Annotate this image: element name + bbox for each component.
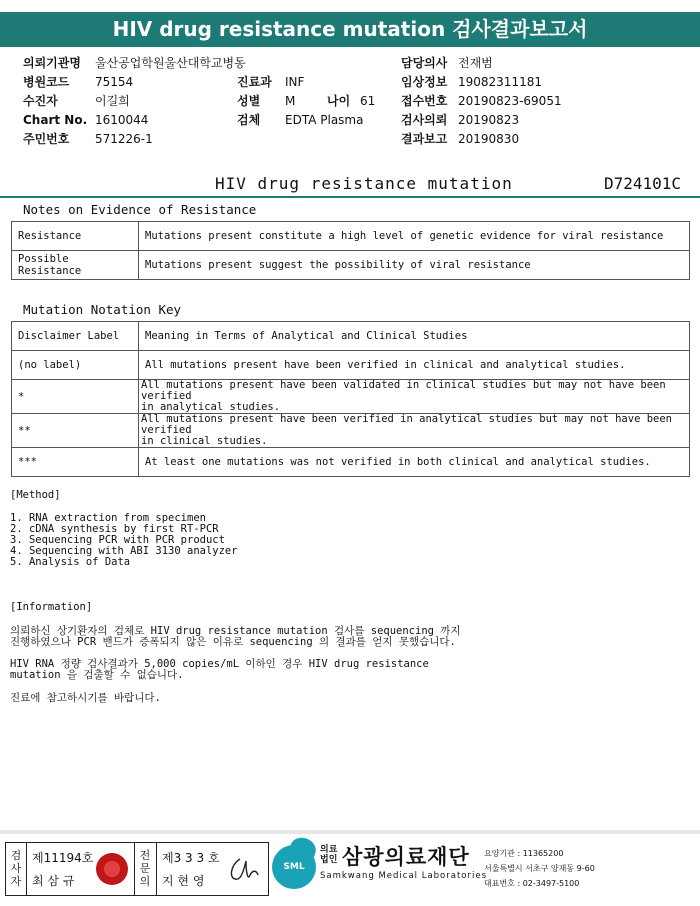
notation-text: At least one mutations was not verified in both clinical and analytical studies. <box>139 448 690 477</box>
report-date-value: 20190830 <box>458 132 520 146</box>
method-step: 5. Analysis of Data <box>10 556 131 568</box>
doctor-value: 전재범 <box>458 56 493 70</box>
report-heading <box>0 168 700 198</box>
org-phone: 대표번호 : 02-3497-5100 <box>484 879 580 888</box>
table-row <box>12 448 690 477</box>
specialist-name: 지 현 영 <box>162 874 205 888</box>
resident-no-value: 571226-1 <box>95 132 153 146</box>
specialist-cell <box>156 843 268 895</box>
org-contact <box>484 846 595 891</box>
table-row <box>12 222 690 251</box>
specialist-number: 제3 3 3 호 <box>162 851 220 865</box>
report-date-label: 결과보고 <box>401 132 448 146</box>
information-paragraph: 진료에 참고하시기를 바랍니다. <box>10 692 161 704</box>
signature-icon <box>226 855 262 885</box>
header-middle <box>237 73 375 130</box>
sml-logo-icon: SML <box>272 845 316 889</box>
table-row <box>12 414 690 448</box>
evidence-label: Possible Resistance <box>12 251 139 280</box>
specialist-label: 전문의 <box>134 843 157 895</box>
table-row <box>12 322 690 351</box>
signature-box <box>5 842 269 896</box>
notation-label: ** <box>12 414 139 448</box>
sex-value: M <box>285 94 296 108</box>
request-date-label: 검사의뢰 <box>401 113 448 127</box>
receipt-no-label: 접수번호 <box>401 94 448 108</box>
department-value: INF <box>285 75 305 89</box>
notation-text: All mutations present have been verified in clinical and analytical studies. <box>139 351 690 380</box>
chart-no-value: 1610044 <box>95 113 149 127</box>
evidence-title: Notes on Evidence of Resistance <box>23 202 257 217</box>
notation-label: (no label) <box>12 351 139 380</box>
clinical-info-label: 임상정보 <box>401 75 448 89</box>
notation-text: All mutations present have been verified in analytical studies but may not have been verified in clinical studies. <box>139 414 690 448</box>
evidence-text: Mutations present suggest the possibility of viral resistance <box>139 251 690 280</box>
patient-label: 수진자 <box>23 94 58 108</box>
notation-title: Mutation Notation Key <box>23 302 182 317</box>
notation-text: Meaning in Terms of Analytical and Clinical Studies <box>139 322 690 351</box>
hospital-value: 울산공업학원울산대학교병동 <box>95 56 246 70</box>
receipt-no-value: 20190823-69051 <box>458 94 562 108</box>
information-paragraph: HIV RNA 정량 검사결과가 5,000 copies/mL 이하인 경우 HIV drug resistance mutation 을 검출할 수 없습니다. <box>10 658 429 681</box>
header-left <box>23 54 246 149</box>
method-step: 4. Sequencing with ABI 3130 analyzer <box>10 545 238 557</box>
inspector-name: 최 삼 규 <box>32 874 75 888</box>
org-name: 삼광의료재단 <box>342 845 470 869</box>
resident-no-label: 주민번호 <box>23 132 70 146</box>
doctor-label: 담당의사 <box>401 56 448 70</box>
hospital-code-label: 병원코드 <box>23 75 70 89</box>
method-title: [Method] <box>10 489 61 501</box>
request-date-value: 20190823 <box>458 113 520 127</box>
method-list <box>10 513 238 568</box>
age-value: 61 <box>360 94 376 108</box>
information-paragraph: 의뢰하신 상기환자의 검체로 HIV drug resistance mutation 검사를 sequencing 까지 진행하였으나 PCR 밴드가 증폭되지 않은 이유로 sequencing 의 결과를 얻지 못했습니다. <box>10 625 461 648</box>
notation-text: All mutations present have been validated in clinical studies but may not have been verified in analytical studies. <box>139 380 690 414</box>
hospital-code-value: 75154 <box>95 75 134 89</box>
hospital-label: 의뢰기관명 <box>23 56 81 70</box>
org-code: 요양기관 : 11365200 <box>484 849 564 858</box>
inspector-cell <box>26 843 135 895</box>
notation-label: *** <box>12 448 139 477</box>
org-address: 서울특별시 서초구 양재동 9-60 <box>484 864 595 873</box>
department-label: 진료과 <box>237 75 272 89</box>
chart-no-label: Chart No. <box>23 113 88 127</box>
report-code: D724101C <box>604 174 682 193</box>
notation-label: Disclaimer Label <box>12 322 139 351</box>
sex-label: 성별 <box>237 94 261 108</box>
inspector-number: 제11194호 <box>32 851 94 865</box>
org-type: 의료 법인 <box>320 845 338 865</box>
evidence-table <box>11 221 690 280</box>
notation-table <box>11 321 690 477</box>
specimen-label: 검체 <box>237 113 261 127</box>
report-name: HIV drug resistance mutation <box>215 174 513 193</box>
org-english-name: Samkwang Medical Laboratories <box>320 871 488 881</box>
table-row <box>12 380 690 414</box>
evidence-text: Mutations present constitute a high level of genetic evidence for viral resistance <box>139 222 690 251</box>
header-right <box>401 54 562 149</box>
inspector-label: 검사자 <box>6 843 27 895</box>
clinical-info-value: 19082311181 <box>458 75 542 89</box>
information-title: [Information] <box>10 601 93 613</box>
report-title-bar: HIV drug resistance mutation 검사결과보고서 <box>0 12 700 47</box>
table-row <box>12 251 690 280</box>
inspector-seal-icon <box>96 853 128 885</box>
age-label: 나이 <box>327 94 351 108</box>
footer-divider <box>0 830 700 834</box>
patient-value: 이길희 <box>95 94 130 108</box>
method-step: 2. cDNA synthesis by first RT-PCR <box>10 523 219 535</box>
table-row <box>12 351 690 380</box>
specimen-value: EDTA Plasma <box>285 113 364 127</box>
method-step: 1. RNA extraction from specimen <box>10 512 206 524</box>
evidence-label: Resistance <box>12 222 139 251</box>
notation-label: * <box>12 380 139 414</box>
method-step: 3. Sequencing PCR with PCR product <box>10 534 225 546</box>
